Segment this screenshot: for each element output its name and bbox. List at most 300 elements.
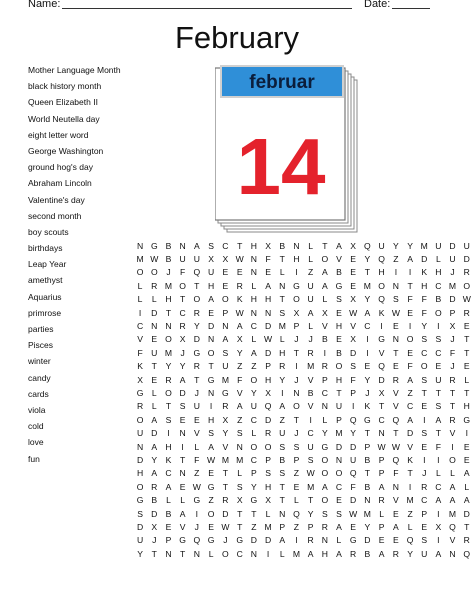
grid-letter[interactable]: A (307, 307, 314, 318)
grid-letter[interactable]: W (150, 254, 159, 265)
grid-letter[interactable]: S (236, 428, 243, 439)
grid-letter[interactable]: T (179, 548, 186, 559)
grid-letter[interactable]: N (378, 428, 385, 439)
grid-letter[interactable]: C (435, 280, 442, 291)
grid-letter[interactable]: M (420, 240, 428, 251)
grid-letter[interactable]: O (136, 481, 144, 492)
grid-letter[interactable]: Q (293, 508, 300, 519)
grid-letter[interactable]: E (236, 267, 243, 278)
grid-letter[interactable]: S (222, 347, 229, 358)
grid-letter[interactable]: C (179, 307, 186, 318)
grid-letter[interactable]: H (321, 548, 328, 559)
grid-letter[interactable]: C (421, 347, 428, 358)
grid-letter[interactable]: N (250, 307, 257, 318)
grid-letter[interactable]: V (321, 321, 328, 332)
grid-letter[interactable]: Q (392, 454, 400, 465)
grid-letter[interactable]: Z (407, 508, 413, 519)
grid-letter[interactable]: L (251, 280, 257, 291)
grid-letter[interactable]: G (236, 535, 244, 546)
grid-letter[interactable]: B (364, 481, 371, 492)
grid-letter[interactable]: G (136, 387, 144, 398)
grid-letter[interactable]: O (321, 495, 329, 506)
grid-letter[interactable]: H (335, 374, 343, 385)
grid-letter[interactable]: G (335, 280, 343, 291)
grid-letter[interactable]: A (151, 441, 158, 452)
grid-letter[interactable]: H (165, 294, 172, 305)
grid-letter[interactable]: U (435, 240, 442, 251)
grid-letter[interactable]: P (378, 521, 385, 532)
grid-letter[interactable]: A (393, 521, 399, 532)
grid-letter[interactable]: T (464, 521, 470, 532)
grid-letter[interactable]: E (165, 521, 172, 532)
grid-letter[interactable]: N (364, 495, 371, 506)
grid-letter[interactable]: I (209, 401, 213, 412)
grid-letter[interactable]: B (435, 294, 442, 305)
grid-letter[interactable]: B (151, 495, 158, 506)
grid-letter[interactable]: N (293, 240, 300, 251)
grid-letter[interactable]: J (166, 267, 171, 278)
grid-letter[interactable]: S (421, 334, 428, 345)
grid-letter[interactable]: H (207, 414, 215, 425)
grid-letter[interactable]: G (193, 495, 201, 506)
grid-letter[interactable]: J (450, 267, 455, 278)
grid-letter[interactable]: L (279, 548, 285, 559)
grid-letter[interactable]: O (321, 454, 329, 465)
grid-letter[interactable]: R (307, 535, 314, 546)
grid-letter[interactable]: L (151, 294, 157, 305)
grid-letter[interactable]: A (236, 321, 243, 332)
grid-letter[interactable]: Q (449, 521, 456, 532)
grid-letter[interactable]: E (350, 267, 357, 278)
grid-letter[interactable]: X (222, 254, 229, 265)
grid-letter[interactable]: A (435, 495, 442, 506)
grid-letter[interactable]: G (150, 240, 158, 251)
grid-letter[interactable]: T (165, 401, 172, 412)
grid-letter[interactable]: U (193, 401, 200, 412)
grid-letter[interactable]: N (165, 321, 172, 332)
grid-letter[interactable]: X (208, 254, 214, 265)
grid-letter[interactable]: J (450, 334, 455, 345)
grid-letter[interactable]: F (407, 294, 413, 305)
grid-letter[interactable]: M (164, 347, 173, 358)
grid-letter[interactable]: C (321, 387, 328, 398)
grid-letter[interactable]: A (222, 334, 229, 345)
grid-letter[interactable]: T (222, 468, 229, 479)
grid-letter[interactable]: M (164, 280, 173, 291)
grid-letter[interactable]: V (378, 347, 385, 358)
grid-letter[interactable]: K (236, 294, 243, 305)
grid-letter[interactable]: H (335, 321, 343, 332)
grid-letter[interactable]: Y (407, 548, 413, 559)
grid-letter[interactable]: X (350, 294, 357, 305)
grid-letter[interactable]: W (349, 307, 358, 318)
grid-letter[interactable]: X (378, 387, 385, 398)
grid-letter[interactable]: N (250, 254, 257, 265)
grid-letter[interactable]: R (449, 414, 456, 425)
grid-letter[interactable]: E (350, 254, 357, 265)
grid-letter[interactable]: W (391, 307, 400, 318)
grid-letter[interactable]: I (408, 321, 412, 332)
grid-letter[interactable]: P (293, 321, 300, 332)
grid-letter[interactable]: M (221, 374, 229, 385)
grid-letter[interactable]: L (407, 521, 413, 532)
grid-letter[interactable]: U (250, 401, 257, 412)
grid-letter[interactable]: A (336, 240, 342, 251)
grid-letter[interactable]: B (165, 254, 172, 265)
grid-letter[interactable]: K (378, 307, 385, 318)
grid-letter[interactable]: K (407, 454, 413, 465)
grid-letter[interactable]: Q (264, 401, 272, 412)
grid-letter[interactable]: D (463, 254, 470, 265)
grid-letter[interactable]: I (351, 401, 355, 412)
grid-letter[interactable]: N (250, 267, 257, 278)
grid-letter[interactable]: I (323, 347, 327, 358)
grid-letter[interactable]: L (435, 254, 441, 265)
grid-letter[interactable]: R (236, 280, 243, 291)
grid-letter[interactable]: O (179, 280, 186, 291)
grid-letter[interactable]: O (264, 441, 272, 452)
grid-letter[interactable]: D (179, 387, 186, 398)
grid-letter[interactable]: Y (193, 321, 200, 332)
grid-letter[interactable]: C (222, 240, 229, 251)
grid-letter[interactable]: C (236, 548, 243, 559)
grid-letter[interactable]: S (208, 240, 214, 251)
grid-letter[interactable]: R (165, 374, 172, 385)
grid-letter[interactable]: E (463, 454, 470, 465)
grid-letter[interactable]: M (136, 254, 144, 265)
grid-letter[interactable]: L (435, 468, 441, 479)
grid-letter[interactable]: N (179, 428, 186, 439)
grid-letter[interactable]: E (208, 307, 214, 318)
grid-letter[interactable]: E (393, 508, 399, 519)
grid-letter[interactable]: N (279, 280, 286, 291)
grid-letter[interactable]: P (378, 454, 385, 465)
grid-letter[interactable]: G (250, 495, 258, 506)
grid-letter[interactable]: U (136, 428, 144, 439)
grid-letter[interactable]: U (449, 254, 456, 265)
name-field-line[interactable] (62, 8, 352, 9)
grid-letter[interactable]: A (265, 280, 271, 291)
grid-letter[interactable]: D (463, 508, 470, 519)
grid-letter[interactable]: Z (407, 387, 413, 398)
grid-letter[interactable]: E (393, 321, 399, 332)
grid-letter[interactable]: Y (350, 428, 357, 439)
grid-letter[interactable]: B (165, 240, 172, 251)
grid-letter[interactable]: T (179, 294, 186, 305)
grid-letter[interactable]: O (378, 280, 385, 291)
grid-letter[interactable]: T (435, 387, 441, 398)
grid-letter[interactable]: G (222, 387, 229, 398)
grid-letter[interactable]: N (207, 334, 215, 345)
grid-letter[interactable]: D (350, 441, 357, 452)
grid-letter[interactable]: I (437, 508, 440, 519)
grid-letter[interactable]: E (421, 441, 428, 452)
grid-letter[interactable]: Y (364, 521, 371, 532)
grid-letter[interactable]: N (207, 387, 215, 398)
grid-letter[interactable]: A (336, 521, 342, 532)
grid-letter[interactable]: S (435, 334, 442, 345)
grid-letter[interactable]: S (236, 481, 243, 492)
grid-letter[interactable]: E (336, 334, 342, 345)
grid-letter[interactable]: R (193, 361, 200, 372)
grid-letter[interactable]: X (321, 307, 328, 318)
grid-letter[interactable]: T (293, 414, 300, 425)
grid-letter[interactable]: F (350, 481, 356, 492)
grid-letter[interactable]: M (264, 521, 272, 532)
grid-letter[interactable]: S (137, 508, 143, 519)
grid-letter[interactable]: E (336, 495, 342, 506)
grid-letter[interactable]: K (421, 267, 428, 278)
grid-letter[interactable]: K (137, 361, 143, 372)
grid-letter[interactable]: C (435, 347, 442, 358)
grid-letter[interactable]: Z (194, 468, 200, 479)
grid-letter[interactable]: M (307, 361, 315, 372)
grid-letter[interactable]: Z (393, 254, 399, 265)
grid-letter[interactable]: H (264, 481, 272, 492)
grid-letter[interactable]: C (378, 414, 385, 425)
grid-letter[interactable]: O (165, 387, 172, 398)
grid-letter[interactable]: W (192, 481, 201, 492)
grid-letter[interactable]: U (193, 254, 200, 265)
grid-letter[interactable]: A (251, 347, 257, 358)
grid-letter[interactable]: D (449, 294, 456, 305)
grid-letter[interactable]: F (435, 441, 441, 452)
grid-letter[interactable]: T (208, 361, 214, 372)
grid-letter[interactable]: B (165, 508, 172, 519)
grid-letter[interactable]: Q (193, 267, 201, 278)
grid-letter[interactable]: H (378, 267, 385, 278)
grid-letter[interactable]: E (179, 481, 186, 492)
grid-letter[interactable]: V (393, 401, 399, 412)
grid-letter[interactable]: F (179, 267, 186, 278)
grid-letter[interactable]: B (279, 240, 286, 251)
grid-letter[interactable]: X (222, 414, 229, 425)
grid-letter[interactable]: N (136, 441, 144, 452)
grid-letter[interactable]: D (193, 334, 200, 345)
grid-letter[interactable]: D (449, 240, 456, 251)
grid-letter[interactable]: G (193, 347, 201, 358)
grid-letter[interactable]: F (421, 294, 427, 305)
grid-letter[interactable]: T (421, 387, 427, 398)
grid-letter[interactable]: V (307, 401, 314, 412)
grid-letter[interactable]: L (464, 374, 470, 385)
grid-letter[interactable]: A (151, 468, 158, 479)
grid-letter[interactable]: T (237, 521, 243, 532)
grid-letter[interactable]: A (307, 548, 314, 559)
grid-letter[interactable]: R (222, 495, 229, 506)
grid-letter[interactable]: Y (165, 361, 172, 372)
grid-letter[interactable]: Z (293, 521, 300, 532)
grid-letter[interactable]: R (378, 495, 385, 506)
grid-letter[interactable]: R (279, 361, 286, 372)
grid-letter[interactable]: M (448, 508, 457, 519)
grid-letter[interactable]: O (406, 334, 414, 345)
grid-letter[interactable]: F (421, 307, 427, 318)
grid-letter[interactable]: H (264, 294, 272, 305)
grid-letter[interactable]: C (435, 481, 442, 492)
grid-letter[interactable]: A (179, 508, 186, 519)
grid-letter[interactable]: V (236, 387, 243, 398)
grid-letter[interactable]: A (279, 535, 286, 546)
grid-letter[interactable]: D (264, 321, 272, 332)
grid-letter[interactable]: J (294, 428, 299, 439)
grid-letter[interactable]: C (335, 481, 343, 492)
grid-letter[interactable]: E (407, 347, 413, 358)
grid-letter[interactable]: I (167, 428, 170, 439)
grid-letter[interactable]: A (378, 481, 385, 492)
grid-letter[interactable]: N (293, 387, 300, 398)
date-field-line[interactable] (392, 8, 430, 9)
grid-letter[interactable]: Y (137, 548, 143, 559)
grid-letter[interactable]: A (165, 481, 172, 492)
grid-letter[interactable]: P (279, 521, 286, 532)
grid-letter[interactable]: L (279, 267, 285, 278)
grid-letter[interactable]: U (463, 240, 470, 251)
grid-letter[interactable]: G (293, 280, 300, 291)
grid-letter[interactable]: T (194, 374, 200, 385)
grid-letter[interactable]: L (151, 387, 157, 398)
grid-letter[interactable]: C (250, 454, 257, 465)
grid-letter[interactable]: R (179, 321, 186, 332)
grid-letter[interactable]: I (394, 267, 398, 278)
grid-letter[interactable]: S (421, 535, 428, 546)
grid-letter[interactable]: I (195, 508, 198, 519)
grid-letter[interactable]: O (335, 361, 343, 372)
grid-letter[interactable]: D (222, 508, 229, 519)
grid-letter[interactable]: T (322, 240, 328, 251)
grid-letter[interactable]: T (279, 495, 285, 506)
grid-letter[interactable]: H (264, 374, 272, 385)
grid-letter[interactable]: M (335, 428, 343, 439)
grid-letter[interactable]: E (378, 535, 385, 546)
grid-letter[interactable]: E (151, 374, 158, 385)
grid-letter[interactable]: P (421, 508, 428, 519)
grid-letter[interactable]: I (266, 548, 270, 559)
grid-letter[interactable]: D (151, 508, 158, 519)
grid-letter[interactable]: T (237, 240, 243, 251)
grid-letter[interactable]: F (137, 347, 143, 358)
grid-letter[interactable]: C (250, 414, 257, 425)
grid-letter[interactable]: X (449, 321, 456, 332)
grid-letter[interactable]: W (221, 521, 230, 532)
grid-letter[interactable]: S (279, 468, 286, 479)
grid-letter[interactable]: I (408, 481, 412, 492)
grid-letter[interactable]: A (236, 401, 243, 412)
grid-letter[interactable]: Q (378, 254, 385, 265)
grid-letter[interactable]: T (407, 468, 413, 479)
grid-letter[interactable]: Q (463, 548, 471, 559)
grid-letter[interactable]: T (449, 387, 456, 398)
grid-letter[interactable]: O (250, 374, 258, 385)
grid-letter[interactable]: E (350, 521, 357, 532)
grid-letter[interactable]: Y (364, 294, 371, 305)
grid-letter[interactable]: M (221, 454, 229, 465)
grid-letter[interactable]: Q (193, 535, 201, 546)
grid-letter[interactable]: L (194, 441, 200, 452)
grid-letter[interactable]: D (335, 441, 343, 452)
grid-letter[interactable]: G (463, 414, 471, 425)
grid-letter[interactable]: A (407, 414, 413, 425)
grid-letter[interactable]: Y (407, 240, 413, 251)
grid-letter[interactable]: E (222, 267, 229, 278)
grid-letter[interactable]: Y (151, 454, 158, 465)
grid-letter[interactable]: R (463, 267, 470, 278)
grid-letter[interactable]: X (265, 240, 271, 251)
grid-letter[interactable]: W (306, 468, 315, 479)
grid-letter[interactable]: V (350, 321, 357, 332)
grid-letter[interactable]: X (179, 334, 186, 345)
grid-letter[interactable]: V (449, 535, 456, 546)
grid-letter[interactable]: N (250, 548, 257, 559)
grid-letter[interactable]: V (393, 495, 399, 506)
grid-letter[interactable]: O (222, 294, 229, 305)
grid-letter[interactable]: N (392, 280, 399, 291)
grid-letter[interactable]: U (207, 267, 215, 278)
grid-letter[interactable]: A (435, 414, 442, 425)
grid-letter[interactable]: Y (179, 361, 186, 372)
grid-letter[interactable]: H (165, 441, 172, 452)
grid-letter[interactable]: P (293, 454, 300, 465)
grid-letter[interactable]: I (366, 347, 369, 358)
grid-letter[interactable]: I (380, 321, 383, 332)
grid-letter[interactable]: D (364, 535, 371, 546)
grid-letter[interactable]: E (435, 361, 442, 372)
grid-letter[interactable]: Z (308, 267, 314, 278)
grid-letter[interactable]: G (321, 441, 329, 452)
grid-letter[interactable]: R (222, 401, 229, 412)
grid-letter[interactable]: L (279, 334, 285, 345)
grid-letter[interactable]: S (336, 508, 342, 519)
grid-letter[interactable]: S (421, 428, 428, 439)
grid-letter[interactable]: M (307, 481, 315, 492)
grid-letter[interactable]: N (335, 454, 343, 465)
grid-letter[interactable]: L (251, 334, 257, 345)
grid-letter[interactable]: V (393, 387, 399, 398)
grid-letter[interactable]: N (279, 508, 286, 519)
grid-letter[interactable]: X (435, 521, 442, 532)
grid-letter[interactable]: M (236, 454, 244, 465)
grid-letter[interactable]: L (322, 294, 328, 305)
grid-letter[interactable]: I (437, 454, 440, 465)
grid-letter[interactable]: W (391, 441, 400, 452)
grid-letter[interactable]: V (336, 254, 342, 265)
grid-letter[interactable]: A (179, 374, 186, 385)
grid-letter[interactable]: L (166, 495, 171, 506)
grid-letter[interactable]: Y (364, 254, 371, 265)
grid-letter[interactable]: P (336, 414, 342, 425)
grid-letter[interactable]: E (463, 441, 470, 452)
grid-letter[interactable]: H (463, 401, 470, 412)
grid-letter[interactable]: T (464, 347, 470, 358)
grid-letter[interactable]: A (321, 280, 328, 291)
grid-letter[interactable]: X (236, 334, 243, 345)
grid-letter[interactable]: P (251, 468, 257, 479)
grid-letter[interactable]: I (451, 441, 454, 452)
grid-letter[interactable]: T (364, 468, 370, 479)
grid-letter[interactable]: J (294, 334, 299, 345)
grid-letter[interactable]: T (179, 454, 186, 465)
grid-letter[interactable]: E (222, 280, 229, 291)
grid-letter[interactable]: G (179, 535, 186, 546)
grid-letter[interactable]: A (279, 401, 286, 412)
grid-letter[interactable]: O (207, 508, 215, 519)
grid-letter[interactable]: A (435, 548, 442, 559)
grid-letter[interactable]: H (250, 240, 257, 251)
grid-letter[interactable]: V (179, 521, 186, 532)
grid-letter[interactable]: Z (251, 361, 257, 372)
grid-letter[interactable]: I (138, 307, 142, 318)
grid-letter[interactable]: A (364, 307, 371, 318)
